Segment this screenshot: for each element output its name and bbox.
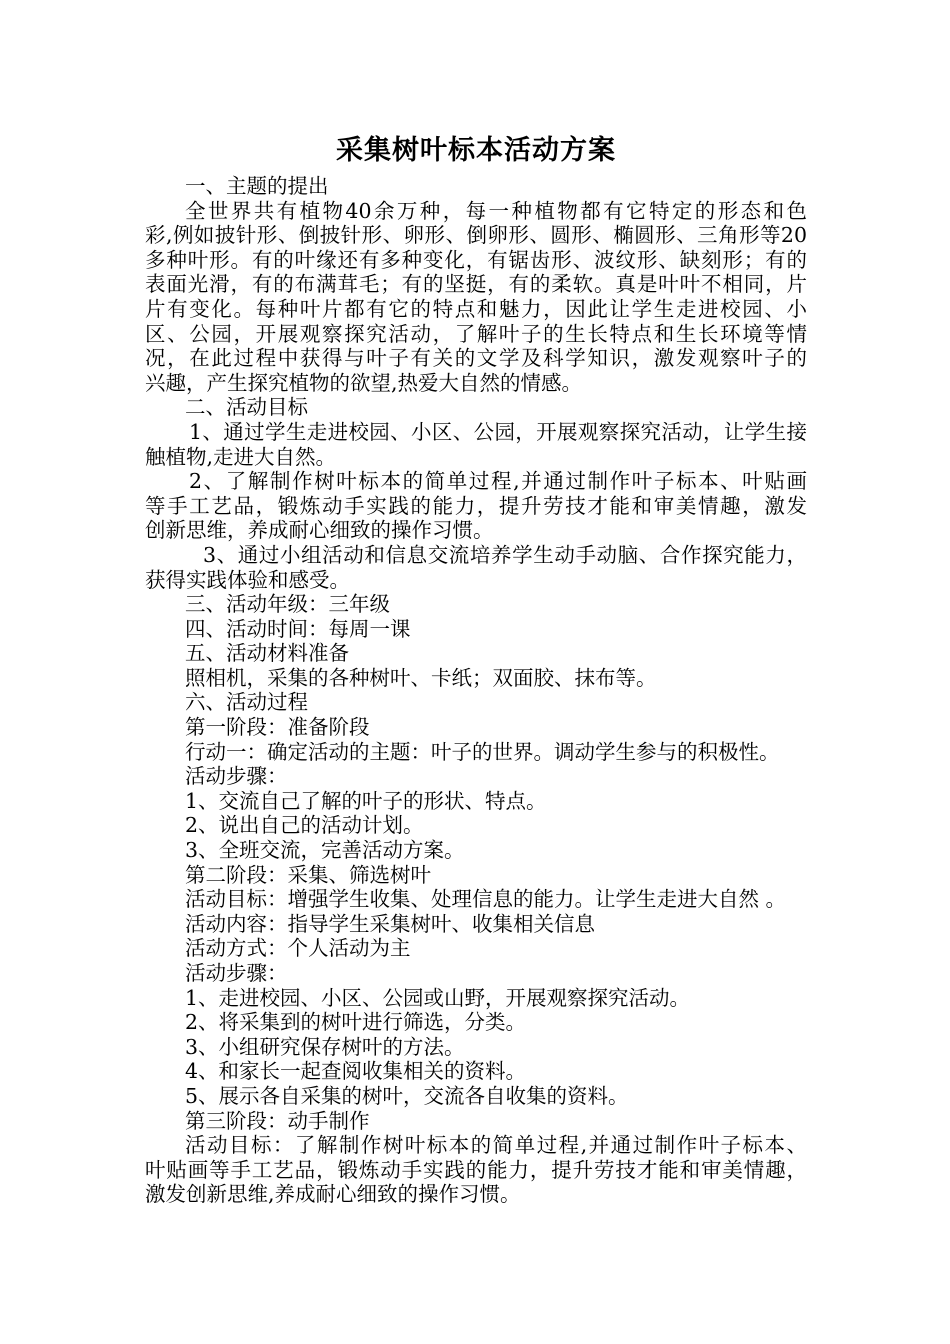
paragraph-line: 区、公园，开展观察探究活动，了解叶子的生长特点和生长环境等情 [145,321,807,346]
stage-3-goal-cont: 叶贴画等手工艺品，锻炼动手实践的能力，提升劳技才能和审美情趣， [145,1157,807,1182]
goal-item-2-cont: 等手工艺品，锻炼动手实践的能力，提升劳技才能和审美情趣，激发 [145,493,807,518]
stage-3-goal: 活动目标：了解制作树叶标本的简单过程,并通过制作叶子标本、 [185,1133,807,1158]
stage-2-heading: 第二阶段：采集、筛选树叶 [185,862,431,887]
stage-2-method: 活动方式：个人活动为主 [185,936,411,961]
goal-item-3-cont: 获得实践体验和感受。 [145,567,350,592]
paragraph-line: 兴趣，产生探究植物的欲望,热爱大自然的情感。 [145,370,583,395]
steps-label: 活动步骤： [185,961,288,985]
paragraph-line: 彩,例如披针形、倒披针形、卵形、倒卵形、圆形、椭圆形、三角形等20 [145,223,807,248]
paragraph-line: 片有变化。每种叶片都有它的特点和魅力，因此让学生走进校园、小 [145,296,807,321]
step-item: 3、小组研究保存树叶的方法。 [185,1034,465,1059]
stage-2-goal: 活动目标：增强学生收集、处理信息的能力。让学生走进大自然 。 [185,887,787,912]
step-item: 2、说出自己的活动计划。 [185,813,424,838]
section-heading-6: 六、活动过程 [185,690,308,715]
paragraph-line: 全世界共有植物40余万种，每一种植物都有它特定的形态和色 [185,198,807,223]
section-heading-1: 一、主题的提出 [185,174,329,198]
materials-line: 照相机，采集的各种树叶、卡纸；双面胶、抹布等。 [185,665,657,690]
steps-label: 活动步骤： [185,764,288,789]
paragraph-line: 表面光滑，有的布满茸毛；有的坚挺，有的柔软。真是叶叶不相同，片 [145,272,807,297]
goal-item-2-cont: 创新思维，养成耐心细致的操作习惯。 [145,518,494,543]
goal-item-3: 3、通过小组活动和信息交流培养学生动手动脑、合作探究能力， [203,542,807,567]
step-item: 4、和家长一起查阅收集相关的资料。 [185,1059,527,1084]
stage-1-heading: 第一阶段：准备阶段 [185,715,370,740]
step-item: 1、交流自己了解的叶子的形状、特点。 [185,788,547,813]
document-page [145,128,807,1207]
goal-item-1-cont: 触植物,走进大自然。 [145,444,337,469]
step-item: 5、展示各自采集的树叶，交流各自收集的资料。 [185,1083,629,1108]
section-heading-4: 四、活动时间：每周一课 [185,616,411,641]
stage-3-goal-cont: 激发创新思维,养成耐心细致的操作习惯。 [145,1182,521,1207]
stage-2-content: 活动内容：指导学生采集树叶、收集相关信息 [185,911,595,936]
document-title: 采集树叶标本活动方案 [336,135,616,166]
paragraph-line: 多种叶形。有的叶缘还有多种变化，有锯齿形、波纹形、缺刻形；有的 [145,247,807,272]
section-heading-5: 五、活动材料准备 [185,641,349,666]
goal-item-1: 1、通过学生走进校园、小区、公园，开展观察探究活动，让学生接 [189,419,807,444]
section-heading-2: 二、活动目标 [185,395,308,420]
step-item: 2、将采集到的树叶进行筛选，分类。 [185,1010,527,1035]
paragraph-line: 况，在此过程中获得与叶子有关的文学及科学知识，激发观察叶子的 [145,346,807,371]
step-item: 1、走进校园、小区、公园或山野，开展观察探究活动。 [185,985,691,1010]
step-item: 3、全班交流，完善活动方案。 [185,838,465,863]
goal-item-2: 2、了解制作树叶标本的简单过程,并通过制作叶子标本、叶贴画 [189,469,807,494]
action-1-line: 行动一：确定活动的主题：叶子的世界。调动学生参与的积极性。 [185,739,780,764]
section-heading-3: 三、活动年级：三年级 [185,592,390,617]
stage-3-heading: 第三阶段：动手制作 [185,1108,370,1133]
